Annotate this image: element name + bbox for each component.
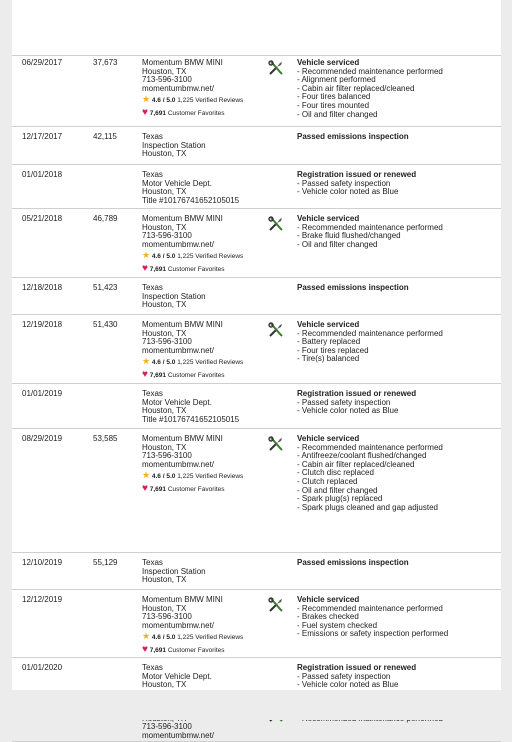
- review-count: 1,225 Verified Reviews: [177, 634, 244, 642]
- row-source: [142, 284, 206, 310]
- details-header: Vehicle serviced: [297, 434, 360, 443]
- source-line: Inspection Station: [142, 566, 206, 576]
- history-row: [12, 590, 501, 658]
- star-icon: ★: [142, 470, 151, 481]
- source-line: Texas: [142, 283, 163, 292]
- rating-line: [142, 469, 243, 483]
- row-details: [297, 664, 416, 690]
- row-date: 12/12/2019: [22, 595, 63, 604]
- row-date: 12/10/2019: [22, 558, 63, 567]
- review-count: 1,225 Verified Reviews: [177, 359, 244, 367]
- star-icon: ★: [142, 250, 151, 261]
- source-line: Houston, TX: [142, 66, 187, 76]
- source-line: Texas: [142, 389, 163, 398]
- source-line: Motor Vehicle Dept.: [142, 671, 212, 681]
- tools-icon: [268, 322, 284, 338]
- details-line: - Oil and filter changed: [297, 109, 378, 119]
- row-details: [297, 559, 409, 568]
- source-line: Inspection Station: [142, 291, 206, 301]
- details-line: - Four tires mounted: [297, 100, 370, 110]
- row-date: 05/21/2018: [22, 214, 63, 223]
- history-row: [12, 315, 501, 384]
- row-odometer: 53,585: [93, 434, 118, 443]
- details-line: - Recommended maintenance performed: [297, 328, 443, 338]
- details-line: - Passed safety inspection: [297, 671, 391, 681]
- details-header: Passed emissions inspection: [297, 132, 409, 141]
- row-details: [297, 133, 409, 142]
- favorites-label: Customer Favorites: [167, 372, 225, 380]
- rating-line: [142, 630, 243, 644]
- details-header: Registration issued or renewed: [297, 663, 417, 672]
- source-line: Motor Vehicle Dept.: [142, 178, 212, 188]
- review-count: 1,225 Verified Reviews: [177, 97, 244, 105]
- row-source: [142, 215, 243, 276]
- source-line: 713-596-3100: [142, 75, 192, 85]
- details-line: - Oil and filter changed: [297, 239, 378, 249]
- details-header: Vehicle serviced: [297, 320, 360, 329]
- source-line: Houston, TX: [142, 575, 187, 585]
- source-line: Houston, TX: [142, 222, 187, 232]
- source-line: Houston, TX: [142, 300, 187, 310]
- page-bottom-margin: [0, 690, 512, 720]
- details-line: - Cabin air filter replaced/cleaned: [297, 83, 415, 93]
- details-line: - Clutch disc replaced: [297, 468, 374, 478]
- details-line: - Emissions or safety inspection performed: [297, 629, 449, 639]
- favorites-line: [142, 483, 243, 496]
- source-line: 713-596-3100: [142, 722, 192, 732]
- details-line: - Four tires balanced: [297, 92, 371, 102]
- tools-icon: [268, 597, 284, 613]
- source-line: Momentum BMW MINI: [142, 595, 223, 604]
- favorites-count: 7,691: [147, 266, 168, 274]
- row-source: [142, 390, 239, 424]
- source-line: Inspection Station: [142, 140, 206, 150]
- star-icon: ★: [142, 94, 151, 105]
- row-odometer: 37,673: [93, 58, 118, 67]
- row-date: 12/19/2018: [22, 320, 63, 329]
- source-line: Houston, TX: [142, 149, 187, 159]
- history-row: [12, 0, 501, 56]
- history-row: [12, 127, 501, 165]
- details-line: - Battery replaced: [297, 337, 361, 347]
- history-row: [12, 429, 501, 553]
- history-row: [12, 56, 501, 127]
- rating-value: 4.6 / 5.0: [150, 253, 178, 261]
- row-date: 01/01/2019: [22, 389, 63, 398]
- row-odometer: 42,115: [93, 132, 117, 141]
- source-line: momentumbmw.net/: [142, 345, 215, 355]
- row-source: [142, 435, 243, 496]
- source-line: Momentum BMW MINI: [142, 58, 223, 67]
- row-details: [297, 59, 443, 119]
- heart-icon: ♥: [142, 369, 148, 381]
- details-header: Vehicle serviced: [297, 214, 360, 223]
- source-line: Title #10176741652105015: [142, 414, 240, 424]
- source-line: 713-596-3100: [142, 451, 192, 461]
- favorites-line: [142, 644, 243, 657]
- row-details: [297, 284, 409, 293]
- tools-icon: [268, 436, 284, 452]
- source-line: 713-596-3100: [142, 231, 192, 241]
- source-line: Motor Vehicle Dept.: [142, 397, 212, 407]
- details-line: - Vehicle color noted as Blue: [297, 406, 399, 416]
- row-details: [297, 596, 448, 639]
- row-details: [297, 435, 443, 512]
- review-count: 1,225 Verified Reviews: [177, 473, 244, 481]
- row-source: [142, 596, 243, 657]
- details-line: - Spark plugs cleaned and gap adjusted: [297, 502, 438, 512]
- favorites-label: Customer Favorites: [167, 486, 225, 494]
- favorites-count: 7,691: [147, 647, 168, 655]
- source-line: momentumbmw.net/: [142, 620, 215, 630]
- source-line: momentumbmw.net/: [142, 730, 215, 740]
- favorites-label: Customer Favorites: [167, 110, 225, 118]
- details-line: - Brakes checked: [297, 612, 359, 622]
- details-line: - Clutch replaced: [297, 476, 358, 486]
- source-line: 713-596-3100: [142, 337, 192, 347]
- details-line: - Spark plug(s) replaced: [297, 494, 383, 504]
- row-details: [297, 215, 443, 249]
- history-row: [12, 384, 501, 429]
- favorites-count: 7,691: [147, 486, 168, 494]
- history-row: [12, 209, 501, 278]
- source-line: momentumbmw.net/: [142, 239, 215, 249]
- review-count: 1,225 Verified Reviews: [177, 253, 244, 261]
- row-source: [142, 59, 243, 120]
- details-header: Passed emissions inspection: [297, 283, 409, 292]
- heart-icon: ♥: [142, 263, 148, 275]
- source-line: Houston, TX: [142, 680, 187, 690]
- heart-icon: ♥: [142, 483, 148, 495]
- rating-value: 4.6 / 5.0: [150, 634, 178, 642]
- source-line: Texas: [142, 558, 163, 567]
- rating-line: [142, 355, 243, 369]
- source-line: Houston, TX: [142, 603, 187, 613]
- history-row: [12, 165, 501, 209]
- row-odometer: 51,423: [93, 283, 118, 292]
- details-line: - Recommended maintenance performed: [297, 222, 443, 232]
- rating-value: 4.6 / 5.0: [150, 473, 178, 481]
- source-line: momentumbmw.net/: [142, 83, 215, 93]
- source-line: Title #10176741652105015: [142, 195, 240, 205]
- row-date: 12/18/2018: [22, 283, 63, 292]
- row-odometer: 51,430: [93, 320, 118, 329]
- details-line: - Vehicle color noted as Blue: [297, 680, 399, 690]
- heart-icon: ♥: [142, 644, 148, 656]
- details-line: - Brake fluid flushed/changed: [297, 231, 401, 241]
- star-icon: ★: [142, 631, 151, 642]
- rating-value: 4.6 / 5.0: [150, 97, 178, 105]
- source-line: Texas: [142, 663, 163, 672]
- favorites-label: Customer Favorites: [167, 647, 225, 655]
- rating-line: [142, 93, 243, 107]
- tools-icon: [268, 216, 284, 232]
- source-line: Houston, TX: [142, 442, 187, 452]
- source-line: Houston, TX: [142, 328, 187, 338]
- details-line: - Alignment performed: [297, 75, 376, 85]
- row-details: [297, 390, 416, 416]
- details-line: - Oil and filter changed: [297, 485, 378, 495]
- row-odometer: 46,789: [93, 214, 118, 223]
- row-date: 12/17/2017: [22, 132, 63, 141]
- source-line: Texas: [142, 132, 163, 141]
- tools-icon: [268, 60, 284, 76]
- favorites-line: [142, 263, 243, 276]
- source-line: 713-596-3100: [142, 612, 192, 622]
- details-line: - Vehicle color noted as Blue: [297, 187, 399, 197]
- star-icon: ★: [142, 356, 151, 367]
- vehicle-history-table: [12, 0, 501, 740]
- source-line: Houston, TX: [142, 406, 187, 416]
- row-details: [297, 171, 416, 197]
- history-row: [12, 553, 501, 590]
- details-line: - Recommended maintenance performed: [297, 66, 443, 76]
- favorites-count: 7,691: [147, 372, 168, 380]
- rating-line: [142, 249, 243, 263]
- favorites-count: 7,691: [147, 110, 168, 118]
- details-header: Registration issued or renewed: [297, 389, 417, 398]
- row-details: [297, 321, 443, 364]
- details-line: - Tire(s) balanced: [297, 354, 360, 364]
- source-line: Texas: [142, 170, 163, 179]
- source-line: Momentum BMW MINI: [142, 434, 223, 443]
- details-line: - Recommended maintenance performed: [297, 442, 443, 452]
- details-header: Registration issued or renewed: [297, 170, 417, 179]
- row-source: [142, 171, 239, 205]
- details-header: Vehicle serviced: [297, 58, 360, 67]
- row-date: 01/01/2018: [22, 170, 63, 179]
- favorites-line: [142, 369, 243, 382]
- row-odometer: 55,129: [93, 558, 118, 567]
- row-date: 06/29/2017: [22, 58, 63, 67]
- source-line: Houston, TX: [142, 187, 187, 197]
- rating-value: 4.6 / 5.0: [150, 359, 178, 367]
- details-header: Passed emissions inspection: [297, 558, 409, 567]
- favorites-label: Customer Favorites: [167, 266, 225, 274]
- details-line: - Antifreeze/coolant flushed/changed: [297, 451, 427, 461]
- heart-icon: ♥: [142, 107, 148, 119]
- favorites-line: [142, 107, 243, 120]
- source-line: Momentum BMW MINI: [142, 320, 223, 329]
- details-line: - Recommended maintenance performed: [297, 603, 443, 613]
- details-header: Vehicle serviced: [297, 595, 360, 604]
- row-source: [142, 559, 206, 585]
- history-row: [12, 278, 501, 315]
- details-line: - Four tires replaced: [297, 345, 369, 355]
- source-line: momentumbmw.net/: [142, 459, 215, 469]
- details-line: - Cabin air filter replaced/cleaned: [297, 459, 415, 469]
- details-line: - Passed safety inspection: [297, 178, 391, 188]
- row-date: 01/01/2020: [22, 663, 63, 672]
- row-source: [142, 133, 206, 159]
- row-source: [142, 321, 243, 382]
- row-date: 08/29/2019: [22, 434, 63, 443]
- source-line: Momentum BMW MINI: [142, 214, 223, 223]
- details-line: - Passed safety inspection: [297, 397, 391, 407]
- details-line: - Fuel system checked: [297, 620, 378, 630]
